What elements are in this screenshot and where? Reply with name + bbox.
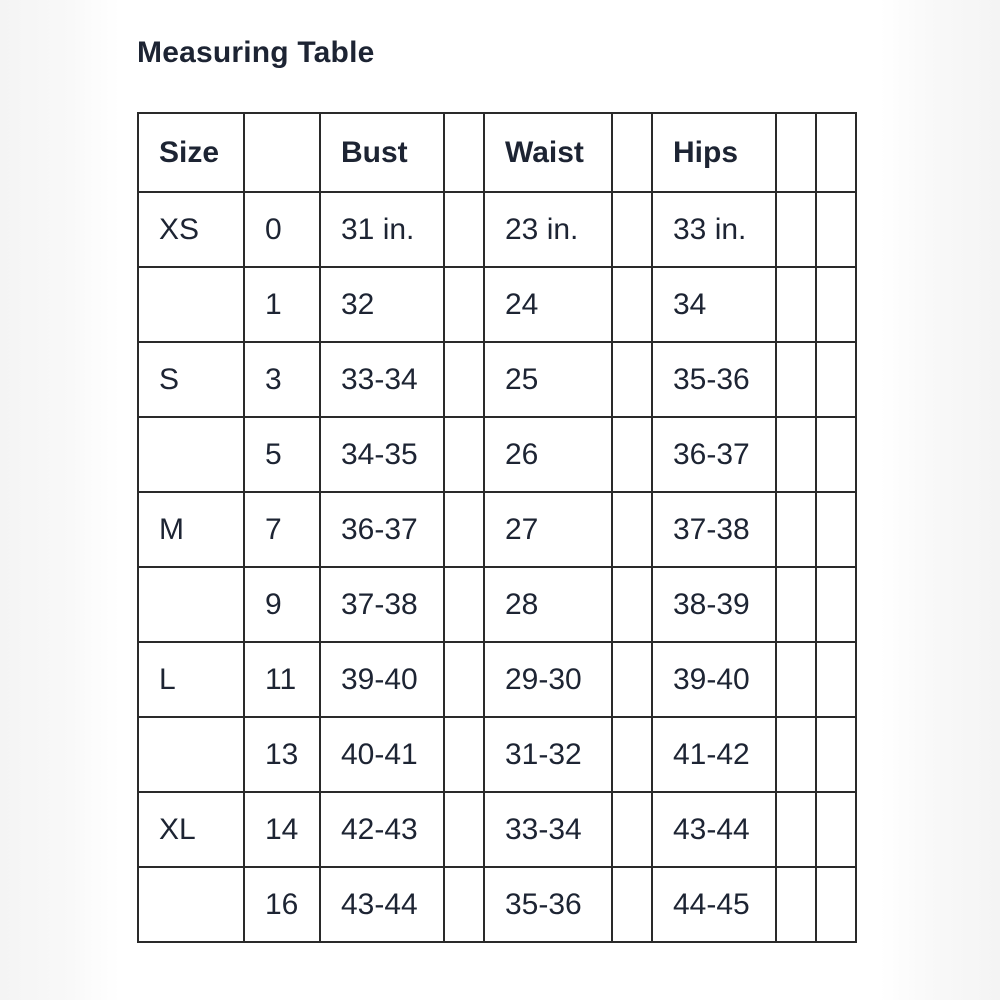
header-hips: Hips	[652, 113, 776, 192]
spacer-cell	[776, 342, 816, 417]
waist-cell: 24	[484, 267, 612, 342]
number-cell: 7	[244, 492, 320, 567]
table-row	[138, 717, 856, 792]
spacer-cell	[816, 867, 856, 942]
size-cell	[138, 267, 244, 342]
spacer-cell	[816, 567, 856, 642]
size-cell: S	[138, 342, 244, 417]
page-title: Measuring Table	[137, 36, 375, 69]
waist-cell: 31-32	[484, 717, 612, 792]
measuring-table	[137, 112, 857, 943]
bust-cell: 37-38	[320, 567, 444, 642]
spacer-cell	[444, 192, 484, 267]
waist-cell: 29-30	[484, 642, 612, 717]
hips-cell: 36-37	[652, 417, 776, 492]
spacer-cell	[612, 867, 652, 942]
spacer-cell	[776, 792, 816, 867]
hips-cell: 43-44	[652, 792, 776, 867]
bust-cell: 33-34	[320, 342, 444, 417]
spacer-cell	[776, 867, 816, 942]
spacer-cell	[612, 642, 652, 717]
waist-cell: 33-34	[484, 792, 612, 867]
spacer-cell	[816, 342, 856, 417]
table-row	[138, 342, 856, 417]
number-cell: 9	[244, 567, 320, 642]
spacer-cell	[816, 792, 856, 867]
spacer-cell	[444, 642, 484, 717]
spacer-cell	[776, 567, 816, 642]
number-cell: 0	[244, 192, 320, 267]
hips-cell: 33 in.	[652, 192, 776, 267]
waist-cell: 27	[484, 492, 612, 567]
spacer-cell	[444, 492, 484, 567]
size-cell: L	[138, 642, 244, 717]
spacer-cell	[444, 417, 484, 492]
bust-cell: 32	[320, 267, 444, 342]
spacer-cell	[612, 492, 652, 567]
spacer-cell	[444, 792, 484, 867]
waist-cell: 35-36	[484, 867, 612, 942]
hips-cell: 44-45	[652, 867, 776, 942]
spacer-cell	[612, 417, 652, 492]
spacer-cell	[816, 717, 856, 792]
spacer-cell	[816, 492, 856, 567]
number-cell: 5	[244, 417, 320, 492]
header-spacer	[816, 113, 856, 192]
size-cell	[138, 417, 244, 492]
bust-cell: 36-37	[320, 492, 444, 567]
spacer-cell	[776, 267, 816, 342]
spacer-cell	[776, 417, 816, 492]
spacer-cell	[444, 717, 484, 792]
hips-cell: 35-36	[652, 342, 776, 417]
spacer-cell	[776, 717, 816, 792]
waist-cell: 28	[484, 567, 612, 642]
spacer-cell	[816, 192, 856, 267]
header-bust: Bust	[320, 113, 444, 192]
hips-cell: 38-39	[652, 567, 776, 642]
header-number	[244, 113, 320, 192]
number-cell: 13	[244, 717, 320, 792]
bust-cell: 42-43	[320, 792, 444, 867]
header-waist: Waist	[484, 113, 612, 192]
spacer-cell	[444, 342, 484, 417]
left-background-band	[0, 0, 120, 1000]
bust-cell: 40-41	[320, 717, 444, 792]
number-cell: 14	[244, 792, 320, 867]
spacer-cell	[776, 642, 816, 717]
size-cell: M	[138, 492, 244, 567]
spacer-cell	[444, 867, 484, 942]
size-cell	[138, 717, 244, 792]
spacer-cell	[612, 567, 652, 642]
spacer-cell	[816, 267, 856, 342]
number-cell: 11	[244, 642, 320, 717]
table-row	[138, 492, 856, 567]
header-size: Size	[138, 113, 244, 192]
table-row	[138, 417, 856, 492]
bust-cell: 34-35	[320, 417, 444, 492]
number-cell: 3	[244, 342, 320, 417]
spacer-cell	[612, 717, 652, 792]
spacer-cell	[776, 492, 816, 567]
spacer-cell	[612, 192, 652, 267]
spacer-cell	[612, 267, 652, 342]
size-cell	[138, 867, 244, 942]
table-row	[138, 792, 856, 867]
hips-cell: 34	[652, 267, 776, 342]
waist-cell: 26	[484, 417, 612, 492]
hips-cell: 39-40	[652, 642, 776, 717]
spacer-cell	[612, 792, 652, 867]
header-spacer	[444, 113, 484, 192]
table-row	[138, 567, 856, 642]
spacer-cell	[612, 342, 652, 417]
size-cell	[138, 567, 244, 642]
spacer-cell	[776, 192, 816, 267]
header-spacer	[612, 113, 652, 192]
right-background-band	[880, 0, 1000, 1000]
waist-cell: 23 in.	[484, 192, 612, 267]
size-cell: XL	[138, 792, 244, 867]
table-row	[138, 192, 856, 267]
table-row	[138, 267, 856, 342]
table-header-row	[138, 113, 856, 192]
spacer-cell	[444, 267, 484, 342]
spacer-cell	[816, 417, 856, 492]
bust-cell: 43-44	[320, 867, 444, 942]
table-row	[138, 867, 856, 942]
size-cell: XS	[138, 192, 244, 267]
hips-cell: 41-42	[652, 717, 776, 792]
bust-cell: 31 in.	[320, 192, 444, 267]
number-cell: 16	[244, 867, 320, 942]
bust-cell: 39-40	[320, 642, 444, 717]
hips-cell: 37-38	[652, 492, 776, 567]
spacer-cell	[816, 642, 856, 717]
number-cell: 1	[244, 267, 320, 342]
waist-cell: 25	[484, 342, 612, 417]
header-spacer	[776, 113, 816, 192]
table-row	[138, 642, 856, 717]
spacer-cell	[444, 567, 484, 642]
